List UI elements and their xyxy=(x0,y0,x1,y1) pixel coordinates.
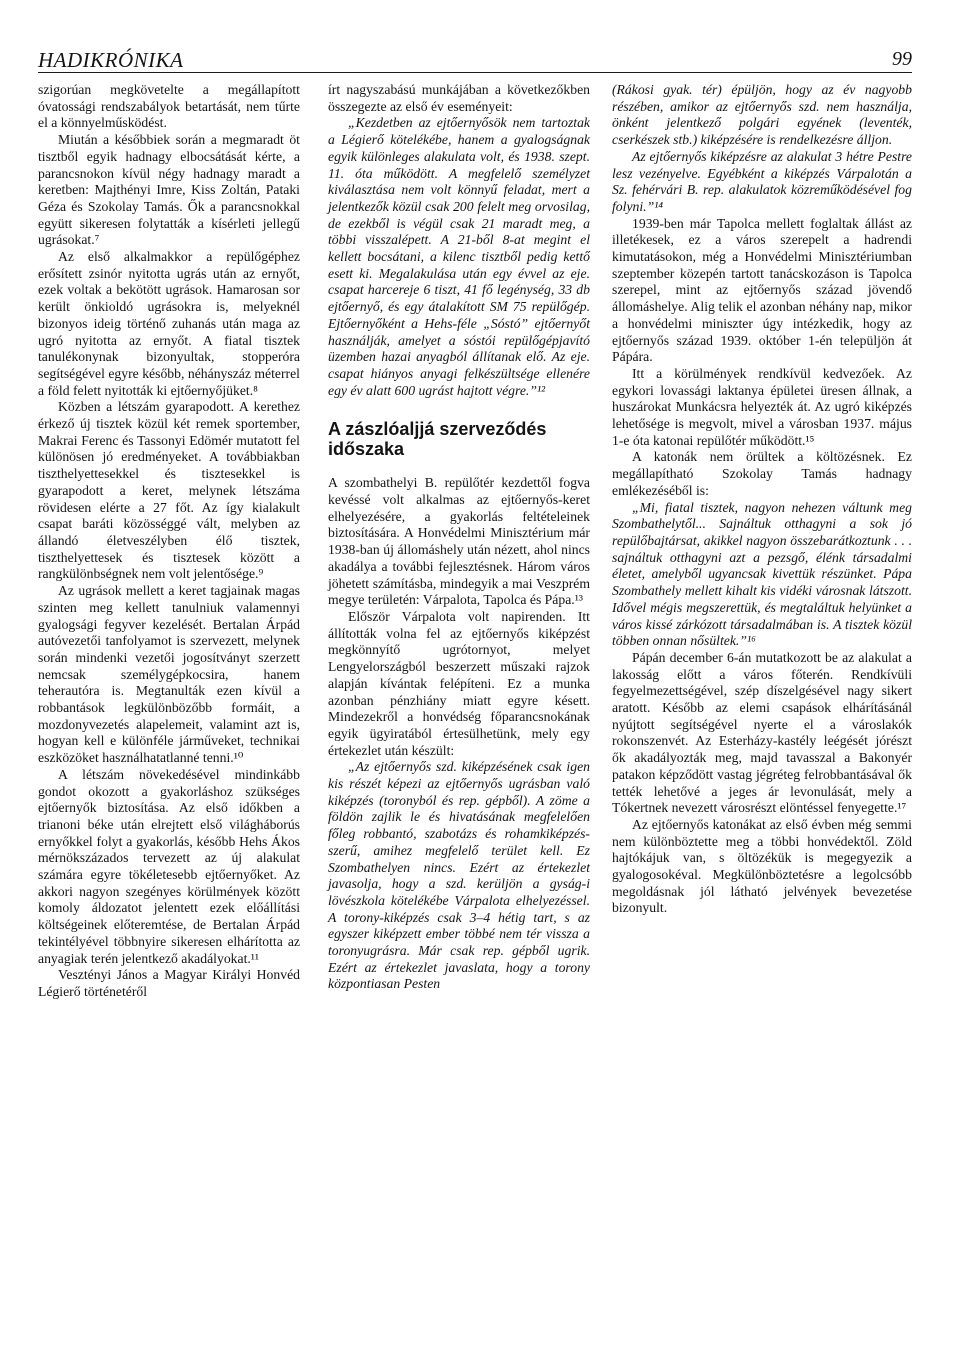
paragraph: írt nagyszabású munkájában a következőkben összegezte az első év eseményeit: xyxy=(328,82,590,114)
page-number: 99 xyxy=(892,48,912,70)
block-quote: „Mi, fiatal tisztek, nagyon nehezen váltunk meg Szombathelytől... Sajnáltuk otthagyni a sok jó repülőbajtársat, akikkel nagyon összebarátkoztunk . . . sajnáltuk otthagyni azt a pezsgő, élénk társadalmi életet, amelyből ugyancsak kivettük részünket. Pápa Szombathely mellett kihalt kis vidéki városnak látszott. Idővel mégis megszerettük, és megtaláltuk helyünket a város kissé zárkózott társadalmában is. A tisztek közül többen onnan nősültek.”¹⁶ xyxy=(612,499,912,649)
text-column-3 xyxy=(612,82,912,917)
paragraph: A katonák nem örültek a költözésnek. Ez megállapítható Szokolay Tamás hadnagy emlékezéséből is: xyxy=(612,449,912,498)
paragraph: 1939-ben már Tapolca mellett foglaltak állást az illetékesek, ez a város szerepelt a hadrendi kimutatásokon, még a Honvédelmi Minisztériumban szeptember közepén tartott tanácskozáson is Tapolca szerepel, mint az ejtőernyős század jövendő állomáshelye. Alig telik el azonban néhány nap, mikor a honvédelmi miniszter úgy intézkedik, hogy az ejtőernyős század 1939. október 1-én települjön át Pápára. xyxy=(612,215,912,365)
paragraph: Miután a későbbiek során a megmaradt öt tisztből egyik hadnagy elbocsátását kérte, a parancsnokon kívül négy hadnagy maradt a keretben: Majthényi Imre, Kiss Zoltán, Pataki Géza és Szokolay Tamás. Ők a parancsnokkal együtt sikeresen folytatták a kísérleti jellegű ugrásokat.⁷ xyxy=(38,132,300,248)
paragraph: A létszám növekedésével mindinkább gondot okozott a gyakorláshoz szükséges ejtőernyők biztosítása. Az első időkben a trianoni béke után elrejtett első világháborús ernyőkkel folyt a gyakorlás, később Hehs Ákos mérnökszázados tervezett az új alakulat számára egyre tökéletesebb ejtőernyőket. Az akkori nagyon szegényes körülmények között komoly áldozatot jelentett ezek előállítási költségeinek előteremtése, de Bertalan Árpád tekintélyével többnyire sikeresen elhárította az anyagiak terén jelentkező akadályokat.¹¹ xyxy=(38,766,300,966)
section-heading: A zászlóaljjá szerveződés időszaka xyxy=(328,419,547,460)
paragraph: Az ugrások mellett a keret tagjainak magas szinten meg kellett tanulniuk valamennyi gyalogsági fegyver kezelését. Bertalan Árpád autóvezetői tanfolyamot is szervezett, melynek során mindenki vezetői jogosítványt szerzett nemcsak személygépkocsira, hanem teherautóra is. Megtanulták ezen kívül a robbantások legkülönbözőbb formáit, a mozdonyvezetés alapelemeit, valamint azt is, hogyan kell e különféle járműveket, technikai eszközöket használhatatlanné tenni.¹⁰ xyxy=(38,583,300,766)
block-quote: „Az ejtőernyős szd. kiképzésének csak igen kis részét képezi az ejtőernyős ugrásban való kiképzés (toronyból és rep. gépből). A zöme a földön zajlik le és hivatásának megfelelően főleg robbantó, szabotázs és rohamkiképzés-szerű, amihez megfelelő terület kell. Ez Szombathelyen nincs. Ezért az értekezlet javasolja, hogy a szd. kerüljön a gyság-i lövészkola kötelékébe Várpalota elhelyezéssel. A torony-kiképzés csak 3–4 hétig tart, s az egyszer kiképzett ember többé nem tér vissza a toronyugrásra. Már csak rep. gépből ugrik. Ezért az értekezlet javaslata, hogy a torony központiasan Pesten xyxy=(328,759,590,992)
paragraph: Közben a létszám gyarapodott. A kerethez érkező új tisztek közül két remek sportember, Makrai Ferenc és Tassonyi Edömér mutatott fel különösen jó eredményeket. A továbbiakban tiszthelyettesekkel és tisztesekkel is gyarapodott a keret, melynek létszáma rövidesen elérte a 27 főt. Az így kialakult csapat baráti közösséggé vált, melyben az állandó életveszélyben élő tisztek, tiszthelyettesek és tisztesek között a rangkülönbségnek nem volt jelentősége.⁹ xyxy=(38,399,300,582)
text-column-1 xyxy=(38,82,300,1001)
paragraph: Az ejtőernyős katonákat az első évben még semmi nem különböztette meg a többi honvédektől. Zöld hajtókájuk van, s öltözékük is megegyezik a gyalogosokéval. Megkülönböztetésre a legolcsóbb megoldásnak jól látható jelvények bevezetése bizonyult. xyxy=(612,816,912,916)
text-column-2 xyxy=(328,82,590,993)
block-quote: Az ejtőernyős kiképzésre az alakulat 3 hétre Pestre lesz vezényelve. Egyébként a kiképzés Várpalotán a Sz. fehérvári B. rep. alakulatok közreműködésével fog folyni.”¹⁴ xyxy=(612,148,912,214)
paragraph: Pápán december 6-án mutatkozott be az alakulat a lakosság előtt a város főterén. Rendkívüli fegyelmezettségével, szép díszelgésével nagy sikert aratott. Később az elemi csapások elhárításánál nyújtott segítségével nyerte el a városlakók rokonszenvét. Az Esterházy-kastély leégését jórészt ők akadályozták meg, majd tavasszal a Bakonyér patakon képződött vastag jégréteg felrobbantásával ők tették lehetővé a jeges ár levonulását, mely a Tókertnek nevezett városrészt elöntéssel fenyegette.¹⁷ xyxy=(612,649,912,816)
paragraph: Az első alkalmakkor a repülőgéphez erősített zsinór nyitotta ugrás után az ernyőt, ezek voltak a bekötött ugrások. Hamarosan sor került önkioldó ugrásokra is, melyeknél bizonyos ideig történő zuhanás után maga az ugró nyitotta az ernyőt. A fiatal tisztek tanulékonynak bizonyultak, stopperóra segítségével egyre később, néhányszáz méterrel a föld felett nyitották ki ejtőernyőjüket.⁸ xyxy=(38,249,300,398)
paragraph: Először Várpalota volt napirenden. Itt állították volna fel az ejtőernyős kiképzést megkönnyítő ugrótornyot, melyet Lengyelországból beszerzett műszaki rajzok alapján kívántak felépíteni. Ez a munka azonban pénzhiány miatt egyre késett. Mindezekről a honvédség főparancsnokának egyik ügyiratából értesülhetünk, mely egy értekezlet után készült: xyxy=(328,608,590,758)
paragraph: Vesztényi János a Magyar Királyi Honvéd Légierő történetéről xyxy=(38,967,300,999)
block-quote: (Rákosi gyak. tér) épüljön, hogy az év nagyobb részében, amikor az ejtőernyős szd. nem használja, önként jelentkező polgári egyének (leventék, cserkészek stb.) kiképzésére is rendelkezésre álljon. xyxy=(612,82,912,148)
running-header xyxy=(38,48,912,73)
paragraph: szigorúan megkövetelte a megállapított óvatossági rendszabályok betartását, nem tűrte el a könnyelműsködést. xyxy=(38,82,300,131)
block-quote: „Kezdetben az ejtőernyősök nem tartoztak a Légierő kötelékébe, hanem a gyalogságnak egyik különleges alakulata volt, és 1938. szept. 11. óta működött. A megfelelő személyzet kiválasztása nem volt könnyű feladat, mert a jelentkezők közül csak 200 felelt meg orvosilag, de ezekből is végül csak 21 maradt meg, a többi visszalépett. A 21-ből 8-at megint el kellett bocsátani, a kilenc tisztből pedig kettő esett ki. Megalakulása után egy évvel az eje. csapat harcereje 6 tiszt, 41 fő legénység, 33 db ejtőernyő, és egy átalakított SM 75 repülőgép. Ejtőernyőként a Hehs-féle „Sóstó” ejtőernyőt használják, amelyet a sóstói repülőgépjavító üzemben hazai anyagból állítanak elő. Az eje. csapat hiányos anyagi felkészültsége ellenére egy év alatt 600 ugrást hajtott végre.”¹² xyxy=(328,115,590,398)
paragraph: A szombathelyi B. repülőtér kezdettől fogva kevéssé volt alkalmas az ejtőernyős-keret elhelyezésére, a gyakorlás feltételeinek biztosítására. A Honvédelmi Minisztérium már 1938-ban új állomáshely után nézett, ahol nincs akadálya a további fejlesztésnek. Három város jöhetett számításba, mindegyik a mai Veszprém megye területén: Várpalota, Tapolca és Pápa.¹³ xyxy=(328,475,590,608)
paragraph: Itt a körülmények rendkívül kedvezőek. Az egykori lovassági laktanya épületei üresen állnak, a huszárokat Munkácsra helyezték át. Az ugró kiképzés lehetősége is megvolt, mivel a városban 1937. május 1-e óta katonai repülőtér működött.¹⁵ xyxy=(612,365,912,448)
journal-title: HADIKRÓNIKA xyxy=(38,48,184,72)
